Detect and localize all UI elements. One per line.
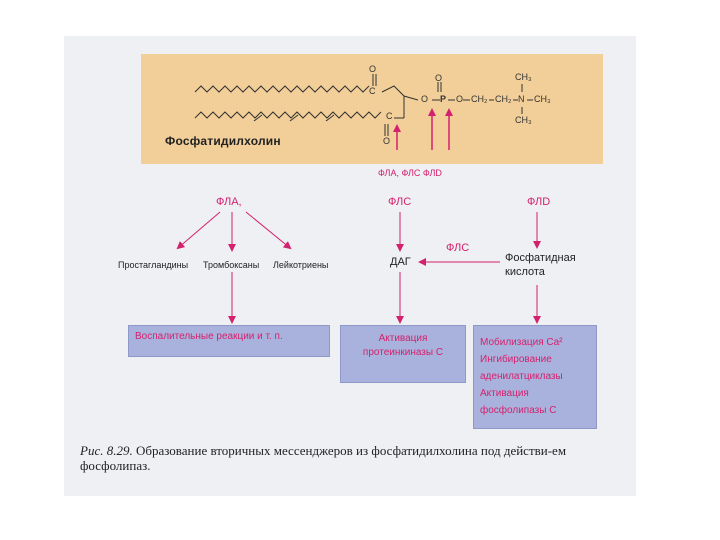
effect-mobilization-line4: Активация <box>480 388 529 399</box>
atom-o-choline: O <box>456 94 464 104</box>
effect-pkc-line1: Активация <box>378 333 428 344</box>
effect-box-inflammation <box>128 325 330 357</box>
enzyme-plc-horizontal: ФЛС <box>446 242 470 254</box>
product-prostaglandins: Простагландины <box>118 260 189 270</box>
group-ch2-first: CH₂ <box>471 94 488 104</box>
figure-number: Рис. 8.29. <box>80 443 133 458</box>
glycerol-backbone <box>382 86 418 100</box>
atom-phosphorus: P <box>440 94 447 104</box>
group-ch3-top: CH₃ <box>515 72 532 82</box>
group-ch2-second: CH₂ <box>495 94 512 104</box>
effect-pkc-line2: протеинкиназы С <box>362 347 444 358</box>
effect-mobilization-line5: фосфолипазы С <box>480 405 557 416</box>
group-ch3-right: CH₃ <box>534 94 551 104</box>
figure-caption <box>80 443 630 473</box>
effect-inflammation-text: Воспалительные реакции и т. п. <box>135 331 283 342</box>
figure-caption-text: Образование вторичных мессенджеров из фосфатидилхолина под действи-ем фосфолипаз. <box>80 443 567 473</box>
fatty-acid-chain-upper <box>195 86 369 92</box>
atom-nitrogen: N <box>518 94 525 104</box>
effect-mobilization-line3: аденилатциклазы <box>480 371 563 382</box>
atom-o-ester: O <box>421 94 429 104</box>
effect-mobilization-line1: Мобилизация Ca² <box>480 337 563 348</box>
atom-c-lower: C <box>386 111 393 121</box>
atom-o-lower: O <box>383 136 391 146</box>
product-phosphatidic-acid-line1: Фосфатидная <box>505 252 576 264</box>
enzyme-pld: ФЛD <box>527 196 551 208</box>
product-thromboxanes: Тромбоксаны <box>203 260 260 270</box>
enzyme-plc: ФЛС <box>388 196 412 208</box>
product-dag: ДАГ <box>390 256 411 268</box>
compound-label: Фосфатидилхолин <box>165 134 281 148</box>
effect-mobilization-line2: Ингибирование <box>480 354 552 365</box>
atom-o-phosphoryl: O <box>435 73 443 83</box>
cleavage-site-labels: ФЛА, ФЛС ФЛD <box>378 168 442 178</box>
effect-box-mobilization <box>473 325 597 429</box>
enzyme-pla: ФЛА, <box>216 196 242 208</box>
effect-box-pkc <box>340 325 466 383</box>
atom-o-upper: O <box>369 64 377 74</box>
atom-c-upper: C <box>369 86 376 96</box>
fatty-acid-chain-lower <box>195 112 381 118</box>
product-leukotrienes: Лейкотриены <box>273 260 329 270</box>
group-ch3-bottom: CH₃ <box>515 115 532 125</box>
product-phosphatidic-acid-line2: кислота <box>505 266 545 278</box>
